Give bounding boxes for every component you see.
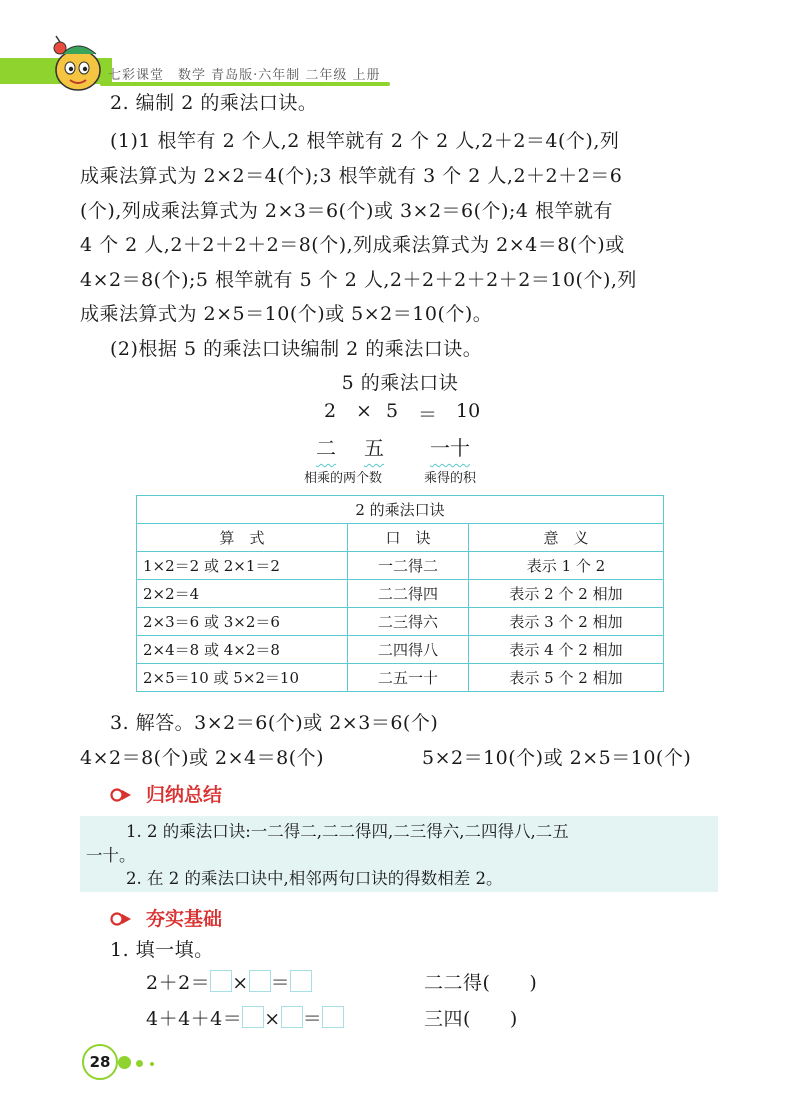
cell-meaning: 表示 3 个 2 相加	[469, 608, 664, 636]
section2-title: 2. 编制 2 的乘法口诀。	[110, 92, 318, 114]
header-formula: 算 式	[137, 524, 348, 552]
part1-line1: (1)1 根竿有 2 个人,2 根竿就有 2 个 2 人,2＋2＝4(个),列	[110, 130, 620, 152]
row2-expression: 4＋4＋4＝	[146, 1008, 243, 1030]
answer-box[interactable]	[242, 1006, 264, 1028]
times-sign: ×	[232, 972, 249, 994]
cell-formula: 2×4＝8 或 4×2＝8	[137, 636, 348, 664]
summary-line1: 1. 2 的乘法口诀:一二得二,二二得四,二三得六,二四得八,二五	[126, 822, 569, 841]
row1-chant: 二二得( )	[424, 972, 538, 994]
answer-box[interactable]	[249, 970, 271, 992]
answer-box[interactable]	[281, 1006, 303, 1028]
basics-heading	[110, 904, 222, 931]
multiplication-table	[136, 495, 664, 692]
arrow-bullet-icon	[110, 910, 132, 928]
decor-dot-small	[150, 1062, 154, 1066]
decor-dot-large	[118, 1056, 131, 1069]
cell-chant: 二四得八	[348, 636, 469, 664]
table-row	[137, 636, 664, 664]
table-row	[137, 552, 664, 580]
table-title-row	[137, 496, 664, 524]
diagram-equation	[318, 400, 498, 430]
diagram-title: 5 的乘法口诀	[341, 372, 459, 394]
cell-chant: 二三得六	[348, 608, 469, 636]
table-title: 2 的乘法口诀	[137, 496, 664, 524]
chant-factor-b: 五	[364, 436, 384, 460]
label-factors: 相乘的两个数	[304, 471, 383, 486]
chant-factor-a: 二	[316, 436, 336, 460]
cell-chant: 二二得四	[348, 580, 469, 608]
part2-text: (2)根据 5 的乘法口诀编制 2 的乘法口诀。	[110, 338, 483, 360]
row1-expression: 2＋2＝	[146, 972, 211, 994]
header-meaning: 意 义	[469, 524, 664, 552]
summary-line2: 一十。	[86, 846, 136, 865]
diagram-chant	[312, 432, 512, 466]
eq-product: 10	[456, 400, 481, 422]
summary-line3: 2. 在 2 的乘法口诀中,相邻两句口诀的得数相差 2。	[126, 869, 503, 888]
summary-heading-text: 归纳总结	[146, 784, 223, 806]
cell-formula: 2×5＝10 或 5×2＝10	[137, 664, 348, 692]
basics-heading-text: 夯实基础	[146, 908, 223, 930]
table-row	[137, 580, 664, 608]
row2-chant: 三四( )	[424, 1008, 518, 1030]
part1-line6: 成乘法算式为 2×5＝10(个)或 5×2＝10(个)。	[80, 303, 493, 325]
answer-box[interactable]	[290, 970, 312, 992]
eq-equals: ＝	[418, 404, 438, 426]
part1-line3: (个),列成乘法算式为 2×3＝6(个)或 3×2＝6(个);4 根竿就有	[80, 200, 613, 222]
eq-factor-b: 5	[386, 400, 399, 422]
equals-sign: ＝	[302, 1008, 323, 1030]
cell-formula: 2×3＝6 或 3×2＝6	[137, 608, 348, 636]
table-row	[137, 608, 664, 636]
eq-factor-a: 2	[324, 400, 337, 422]
cell-chant: 二五一十	[348, 664, 469, 692]
mascot-icon	[40, 34, 110, 96]
table-header-row	[137, 524, 664, 552]
section3-line2a: 4×2＝8(个)或 2×4＝8(个)	[80, 747, 325, 769]
question1-title: 1. 填一填。	[110, 939, 214, 961]
answer-box[interactable]	[322, 1006, 344, 1028]
decor-dot-medium	[136, 1060, 143, 1067]
section3-line2b: 5×2＝10(个)或 2×5＝10(个)	[422, 747, 692, 769]
page-number: 28	[82, 1044, 118, 1080]
times-sign: ×	[264, 1008, 281, 1030]
chant-product: 一十	[430, 436, 470, 460]
answer-box[interactable]	[210, 970, 232, 992]
cell-chant: 一二得二	[348, 552, 469, 580]
label-product: 乘得的积	[424, 471, 477, 486]
cell-meaning: 表示 2 个 2 相加	[469, 580, 664, 608]
table-row	[137, 664, 664, 692]
fill-row-2	[146, 1004, 344, 1035]
section3-line1: 3. 解答。3×2＝6(个)或 2×3＝6(个)	[110, 712, 439, 734]
equals-sign: ＝	[270, 972, 291, 994]
cell-meaning: 表示 1 个 2	[469, 552, 664, 580]
arrow-bullet-icon	[110, 786, 132, 804]
fill-row-1	[146, 968, 312, 999]
cell-formula: 2×2＝4	[137, 580, 348, 608]
summary-heading	[110, 780, 222, 807]
cell-meaning: 表示 5 个 2 相加	[469, 664, 664, 692]
cell-meaning: 表示 4 个 2 相加	[469, 636, 664, 664]
eq-times: ×	[356, 400, 372, 422]
header-chant: 口 诀	[348, 524, 469, 552]
header-text: 七彩课堂 数学 青岛版·六年制 二年级 上册	[108, 68, 381, 83]
part1-line4: 4 个 2 人,2＋2＋2＋2＝8(个),列成乘法算式为 2×4＝8(个)或	[80, 234, 625, 256]
cell-formula: 1×2＝2 或 2×1＝2	[137, 552, 348, 580]
part1-line5: 4×2＝8(个);5 根竿就有 5 个 2 人,2＋2＋2＋2＋2＝10(个),列	[80, 269, 637, 291]
part1-line2: 成乘法算式为 2×2＝4(个);3 根竿就有 3 个 2 人,2＋2＋2＝6	[80, 165, 623, 187]
